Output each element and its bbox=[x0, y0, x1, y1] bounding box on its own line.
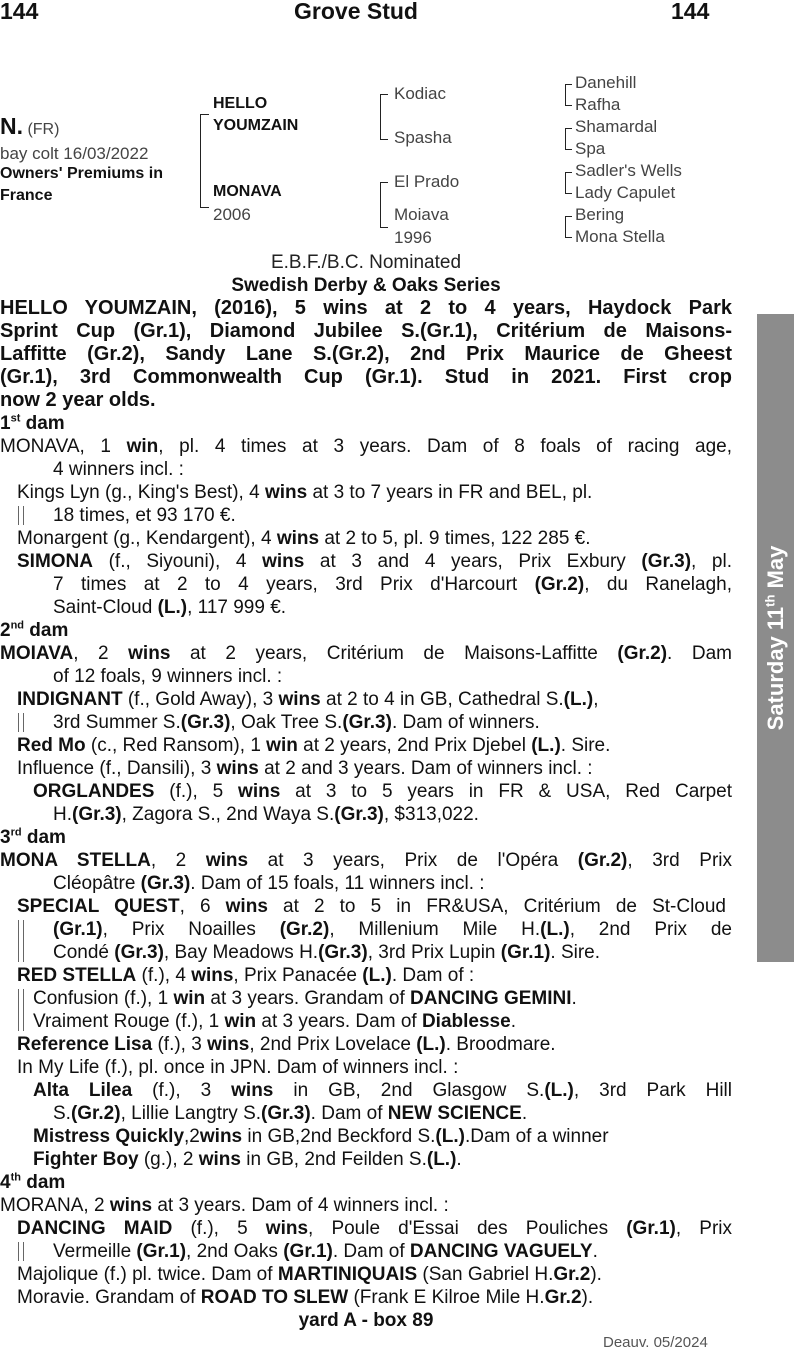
special-quest-line-1: SPECIAL QUEST, 6 wins at 2 to 5 in FR&USA, Critérium de St-Cloud bbox=[17, 896, 726, 917]
premiums-line-1: Owners' Premiums in bbox=[0, 165, 163, 182]
great-grandparent-5: Sadler's Wells bbox=[575, 161, 682, 180]
dam-bracket bbox=[380, 182, 388, 228]
continuation-bar bbox=[18, 989, 24, 1031]
moravie-line: Moravie. Grandam of ROAD TO SLEW (Frank E Kilroe Mile H.Gr.2). bbox=[17, 1287, 594, 1308]
sale-code: Deauv. 05/2024 bbox=[603, 1334, 708, 1351]
ebf-nominated: E.B.F./B.C. Nominated bbox=[270, 252, 462, 273]
page-number-left: 144 bbox=[0, 0, 39, 24]
dancing-maid-line-2: Vermeille (Gr.1), 2nd Oaks (Gr.1). Dam of DANCING VAGUELY. bbox=[0, 1240, 732, 1263]
premiums-line-2: France bbox=[0, 187, 53, 204]
alta-lilea-line-2: S.(Gr.2), Lillie Langtry S.(Gr.3). Dam of NEW SCIENCE. bbox=[53, 1103, 528, 1124]
sale-day-label: Saturday 11th May bbox=[762, 545, 788, 731]
special-quest-line-3: Condé (Gr.3), Bay Meadows H.(Gr.3), 3rd Prix Lupin (Gr.1). Sire. bbox=[53, 942, 601, 963]
horse-description: bay colt 16/03/2022 bbox=[0, 144, 149, 163]
special-quest-line-2: (Gr.1), Prix Noailles (Gr.2), Millenium Mile H.(L.), 2nd Prix de bbox=[0, 918, 732, 941]
continuation-bar bbox=[18, 920, 24, 962]
ggs-bracket-4 bbox=[565, 216, 572, 238]
in-my-life-line: In My Life (f.), pl. once in JPN. Dam of winners incl. : bbox=[17, 1057, 459, 1078]
alta-lilea-line-1: Alta Lilea (f.), 3 wins in GB, 2nd Glasgow S.(L.), 3rd Park Hill bbox=[33, 1080, 732, 1101]
yard-box-location: yard A - box 89 bbox=[298, 1310, 434, 1331]
kings-lyn-line-1: Kings Lyn (g., King's Best), 4 wins at 3 to 7 years in FR and BEL, pl. bbox=[17, 482, 593, 503]
red-stella-line: RED STELLA (f.), 4 wins, Prix Panacée (L.). Dam of : bbox=[17, 965, 475, 986]
reference-lisa-line: Reference Lisa (f.), 3 wins, 2nd Prix Lovelace (L.). Broodmare. bbox=[17, 1034, 556, 1055]
dam-year: 2006 bbox=[213, 205, 251, 224]
sire-line-3: Laffitte (Gr.2), Sandy Lane S.(Gr.2), 2nd Prix Maurice de Gheest bbox=[0, 343, 732, 365]
majolique-line: Majolique (f.) pl. twice. Dam of MARTINIQUAIS (San Gabriel H.Gr.2). bbox=[17, 1264, 602, 1285]
fourth-dam-heading: 4th dam bbox=[0, 1171, 66, 1193]
third-dam-heading: 3rd dam bbox=[0, 826, 66, 848]
horse-name: N. bbox=[0, 113, 23, 139]
sire-name-2: YOUMZAIN bbox=[213, 117, 299, 134]
fighter-boy-line: Fighter Boy (g.), 2 wins in GB, 2nd Feilden S.(L.). bbox=[33, 1149, 462, 1170]
sire-bracket bbox=[380, 94, 388, 140]
third-dam-line-2: Cléopâtre (Gr.3). Dam of 15 foals, 11 winners incl. : bbox=[53, 873, 485, 894]
horse-origin: (FR) bbox=[27, 121, 60, 138]
sale-day-tab bbox=[757, 314, 794, 962]
swedish-series: Swedish Derby & Oaks Series bbox=[231, 275, 501, 296]
third-dam-line-1: MONA STELLA, 2 wins at 3 years, Prix de l'Opéra (Gr.2), 3rd Prix bbox=[0, 850, 732, 871]
indignant-line-2: 3rd Summer S.(Gr.3), Oak Tree S.(Gr.3). Dam of winners. bbox=[0, 711, 732, 734]
first-dam-line-2: 4 winners incl. : bbox=[53, 459, 184, 480]
fourth-dam-line-1: MORANA, 2 wins at 3 years. Dam of 4 winners incl. : bbox=[0, 1195, 449, 1216]
sire-name-1: HELLO bbox=[213, 95, 268, 112]
great-grandparent-1: Danehill bbox=[575, 73, 637, 92]
continuation-bar bbox=[18, 1242, 24, 1261]
continuation-bar bbox=[18, 713, 24, 732]
orglandes-line-2: H.(Gr.3), Zagora S., 2nd Waya S.(Gr.3), $313,022. bbox=[53, 804, 479, 825]
ggs-bracket-3 bbox=[565, 172, 572, 194]
pedigree-bracket bbox=[200, 114, 209, 208]
vraiment-rouge-line: Vraiment Rouge (f.), 1 win at 3 years. Dam of Diablesse. bbox=[33, 1011, 516, 1032]
continuation-bar bbox=[18, 506, 24, 525]
simona-line-2: 7 times at 2 to 4 years, 3rd Prix d'Harcourt (Gr.2), du Ranelagh, bbox=[53, 574, 733, 595]
mistress-quickly-line: Mistress Quickly,2wins in GB,2nd Beckford S.(L.).Dam of a winner bbox=[33, 1126, 609, 1147]
grandsire-2: Spasha bbox=[394, 128, 452, 147]
great-grandparent-3: Shamardal bbox=[575, 117, 658, 136]
first-dam-line-1: MONAVA, 1 win, pl. 4 times at 3 years. Dam of 8 foals of racing age, bbox=[0, 436, 732, 457]
great-grandparent-4: Spa bbox=[575, 139, 606, 158]
simona-line-1: SIMONA (f., Siyouni), 4 wins at 3 and 4 years, Prix Exbury (Gr.3), pl. bbox=[17, 551, 732, 572]
grandsire-4-year: 1996 bbox=[394, 228, 432, 247]
consignor-title: Grove Stud bbox=[294, 0, 418, 24]
page-number-right: 144 bbox=[671, 0, 710, 24]
second-dam-heading: 2nd dam bbox=[0, 619, 69, 641]
second-dam-line-2: of 12 foals, 9 winners incl. : bbox=[53, 666, 283, 687]
second-dam-line-1: MOIAVA, 2 wins at 2 years, Critérium de Maisons-Laffitte (Gr.2). Dam bbox=[0, 643, 732, 664]
sire-line-1: HELLO YOUMZAIN, (2016), 5 wins at 2 to 4 years, Haydock Park bbox=[0, 297, 732, 319]
grandsire-4: Moiava bbox=[394, 205, 449, 224]
sire-line-2: Sprint Cup (Gr.1), Diamond Jubilee S.(Gr.1), Critérium de Maisons- bbox=[0, 320, 732, 342]
great-grandparent-2: Rafha bbox=[575, 95, 621, 114]
great-grandparent-6: Lady Capulet bbox=[575, 183, 676, 202]
indignant-line-1: INDIGNANT (f., Gold Away), 3 wins at 2 to 4 in GB, Cathedral S.(L.), bbox=[17, 689, 599, 710]
dam-name: MONAVA bbox=[213, 183, 282, 200]
influence-line: Influence (f., Dansili), 3 wins at 2 and 3 years. Dam of winners incl. : bbox=[17, 758, 593, 779]
sire-line-5: now 2 year olds. bbox=[0, 389, 156, 411]
catalogue-body bbox=[0, 251, 732, 1332]
ggs-bracket-1 bbox=[565, 84, 572, 106]
first-dam-heading: 1st dam bbox=[0, 412, 65, 434]
kings-lyn-line-2: 18 times, et 93 170 €. bbox=[0, 504, 732, 527]
orglandes-line-1: ORGLANDES (f.), 5 wins at 3 to 5 years in FR & USA, Red Carpet bbox=[33, 781, 732, 802]
simona-line-3: Saint-Cloud (L.), 117 999 €. bbox=[53, 597, 287, 618]
horse-name-line bbox=[0, 113, 59, 140]
confusion-line: Confusion (f.), 1 win at 3 years. Grandam of DANCING GEMINI. bbox=[0, 987, 732, 1010]
grandsire-3: El Prado bbox=[394, 172, 460, 191]
ggs-bracket-2 bbox=[565, 128, 572, 150]
red-mo-line: Red Mo (c., Red Ransom), 1 win at 2 years, 2nd Prix Djebel (L.). Sire. bbox=[17, 735, 611, 756]
dancing-maid-line-1: DANCING MAID (f.), 5 wins, Poule d'Essai des Pouliches (Gr.1), Prix bbox=[17, 1218, 732, 1239]
sire-line-4: (Gr.1), 3rd Commonwealth Cup (Gr.1). Stud in 2021. First crop bbox=[0, 366, 732, 388]
great-grandparent-7: Bering bbox=[575, 205, 625, 224]
great-grandparent-8: Mona Stella bbox=[575, 227, 665, 246]
monargent-line: Monargent (g., Kendargent), 4 wins at 2 to 5, pl. 9 times, 122 285 €. bbox=[17, 528, 591, 549]
grandsire-1: Kodiac bbox=[394, 84, 446, 103]
